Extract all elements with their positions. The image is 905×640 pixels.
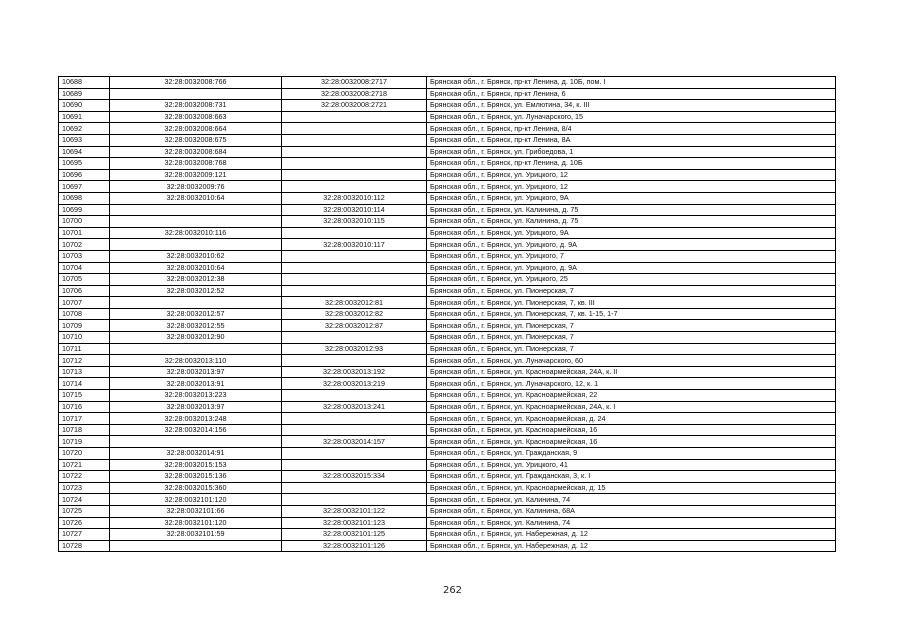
building-number-cell <box>282 390 427 402</box>
cadastral-table <box>58 76 836 552</box>
address-cell: Брянская обл., г. Брянск, ул. Пионерская, 7 <box>427 285 836 297</box>
parcel-number-cell <box>110 297 282 309</box>
building-number-cell: 32:28:0032013:219 <box>282 378 427 390</box>
row-number-cell: 10705 <box>59 274 110 286</box>
building-number-cell <box>282 134 427 146</box>
row-number-cell: 10704 <box>59 262 110 274</box>
address-cell: Брянская обл., г. Брянск, пр-кт Ленина, д. 10Б, пом. I <box>427 77 836 89</box>
parcel-number-cell: 32:28:0032013:248 <box>110 413 282 425</box>
table-row <box>59 378 836 390</box>
parcel-number-cell: 32:28:0032008:731 <box>110 100 282 112</box>
building-number-cell: 32:28:0032008:2718 <box>282 88 427 100</box>
table-row <box>59 494 836 506</box>
address-cell: Брянская обл., г. Брянск, ул. Урицкого, 9А <box>427 192 836 204</box>
building-number-cell: 32:28:0032101:126 <box>282 540 427 552</box>
building-number-cell <box>282 274 427 286</box>
table-row <box>59 424 836 436</box>
row-number-cell: 10726 <box>59 517 110 529</box>
parcel-number-cell <box>110 216 282 228</box>
address-cell: Брянская обл., г. Брянск, ул. Пионерская, 7 <box>427 343 836 355</box>
table-row <box>59 88 836 100</box>
row-number-cell: 10691 <box>59 111 110 123</box>
building-number-cell <box>282 250 427 262</box>
address-cell: Брянская обл., г. Брянск, ул. Пионерская, 7, кв. III <box>427 297 836 309</box>
row-number-cell: 10701 <box>59 227 110 239</box>
address-cell: Брянская обл., г. Брянск, ул. Урицкого, 25 <box>427 274 836 286</box>
row-number-cell: 10711 <box>59 343 110 355</box>
building-number-cell: 32:28:0032012:87 <box>282 320 427 332</box>
row-number-cell: 10716 <box>59 401 110 413</box>
row-number-cell: 10724 <box>59 494 110 506</box>
table-row <box>59 343 836 355</box>
parcel-number-cell: 32:28:0032008:664 <box>110 123 282 135</box>
address-cell: Брянская обл., г. Брянск, ул. Луначарского, 15 <box>427 111 836 123</box>
address-cell: Брянская обл., г. Брянск, ул. Луначарского, 60 <box>427 355 836 367</box>
row-number-cell: 10690 <box>59 100 110 112</box>
building-number-cell <box>282 413 427 425</box>
building-number-cell: 32:28:0032010:114 <box>282 204 427 216</box>
row-number-cell: 10719 <box>59 436 110 448</box>
table-row <box>59 459 836 471</box>
row-number-cell: 10699 <box>59 204 110 216</box>
row-number-cell: 10728 <box>59 540 110 552</box>
parcel-number-cell: 32:28:0032012:57 <box>110 308 282 320</box>
parcel-number-cell: 32:28:0032008:684 <box>110 146 282 158</box>
address-cell: Брянская обл., г. Брянск, ул. Красноармейская, 24А, к. II <box>427 366 836 378</box>
parcel-number-cell: 32:28:0032013:97 <box>110 401 282 413</box>
address-cell: Брянская обл., г. Брянск, ул. Урицкого, 12 <box>427 169 836 181</box>
row-number-cell: 10706 <box>59 285 110 297</box>
parcel-number-cell: 32:28:0032101:66 <box>110 505 282 517</box>
table-row <box>59 227 836 239</box>
parcel-number-cell: 32:28:0032014:156 <box>110 424 282 436</box>
parcel-number-cell: 32:28:0032012:38 <box>110 274 282 286</box>
parcel-number-cell: 32:28:0032014:91 <box>110 448 282 460</box>
row-number-cell: 10722 <box>59 471 110 483</box>
address-cell: Брянская обл., г. Брянск, ул. Емлютина, 34, к. III <box>427 100 836 112</box>
row-number-cell: 10692 <box>59 123 110 135</box>
row-number-cell: 10715 <box>59 390 110 402</box>
parcel-number-cell: 32:28:0032015:136 <box>110 471 282 483</box>
table-row <box>59 77 836 89</box>
table-row <box>59 505 836 517</box>
row-number-cell: 10708 <box>59 308 110 320</box>
address-cell: Брянская обл., г. Брянск, ул. Красноармейская, д. 15 <box>427 482 836 494</box>
row-number-cell: 10721 <box>59 459 110 471</box>
parcel-number-cell: 32:28:0032008:663 <box>110 111 282 123</box>
parcel-number-cell <box>110 436 282 448</box>
row-number-cell: 10688 <box>59 77 110 89</box>
building-number-cell: 32:28:0032012:93 <box>282 343 427 355</box>
parcel-number-cell: 32:28:0032013:223 <box>110 390 282 402</box>
building-number-cell: 32:28:0032101:122 <box>282 505 427 517</box>
address-cell: Брянская обл., г. Брянск, ул. Урицкого, д. 9А <box>427 262 836 274</box>
address-cell: Брянская обл., г. Брянск, пр-кт Ленина, 6 <box>427 88 836 100</box>
table-row <box>59 216 836 228</box>
parcel-number-cell: 32:28:0032013:97 <box>110 366 282 378</box>
row-number-cell: 10710 <box>59 332 110 344</box>
building-number-cell <box>282 169 427 181</box>
table-row <box>59 158 836 170</box>
building-number-cell <box>282 227 427 239</box>
address-cell: Брянская обл., г. Брянск, ул. Набережная, д. 12 <box>427 540 836 552</box>
parcel-number-cell: 32:28:0032015:360 <box>110 482 282 494</box>
address-cell: Брянская обл., г. Брянск, ул. Пионерская, 7, кв. 1-15, 1-7 <box>427 308 836 320</box>
building-number-cell: 32:28:0032013:192 <box>282 366 427 378</box>
table-row <box>59 471 836 483</box>
row-number-cell: 10697 <box>59 181 110 193</box>
parcel-number-cell: 32:28:0032101:120 <box>110 517 282 529</box>
table-row <box>59 250 836 262</box>
table-row <box>59 181 836 193</box>
building-number-cell: 32:28:0032010:112 <box>282 192 427 204</box>
row-number-cell: 10695 <box>59 158 110 170</box>
address-cell: Брянская обл., г. Брянск, ул. Луначарского, 12, к. 1 <box>427 378 836 390</box>
building-number-cell <box>282 181 427 193</box>
building-number-cell <box>282 123 427 135</box>
address-cell: Брянская обл., г. Брянск, ул. Калинина, д. 75 <box>427 216 836 228</box>
parcel-number-cell: 32:28:0032010:62 <box>110 250 282 262</box>
table-row <box>59 146 836 158</box>
table-row <box>59 436 836 448</box>
building-number-cell: 32:28:0032010:117 <box>282 239 427 251</box>
table-row <box>59 448 836 460</box>
building-number-cell <box>282 285 427 297</box>
building-number-cell <box>282 158 427 170</box>
building-number-cell: 32:28:0032101:125 <box>282 529 427 541</box>
parcel-number-cell: 32:28:0032008:675 <box>110 134 282 146</box>
address-cell: Брянская обл., г. Брянск, ул. Красноармейская, 22 <box>427 390 836 402</box>
cadastral-table-body <box>59 77 836 552</box>
row-number-cell: 10700 <box>59 216 110 228</box>
parcel-number-cell <box>110 239 282 251</box>
address-cell: Брянская обл., г. Брянск, ул. Калинина, 74 <box>427 517 836 529</box>
address-cell: Брянская обл., г. Брянск, ул. Калинина, 74 <box>427 494 836 506</box>
building-number-cell: 32:28:0032008:2721 <box>282 100 427 112</box>
row-number-cell: 10696 <box>59 169 110 181</box>
row-number-cell: 10689 <box>59 88 110 100</box>
building-number-cell <box>282 262 427 274</box>
table-row <box>59 390 836 402</box>
building-number-cell <box>282 424 427 436</box>
row-number-cell: 10717 <box>59 413 110 425</box>
address-cell: Брянская обл., г. Брянск, ул. Урицкого, 41 <box>427 459 836 471</box>
row-number-cell: 10703 <box>59 250 110 262</box>
row-number-cell: 10718 <box>59 424 110 436</box>
building-number-cell <box>282 355 427 367</box>
building-number-cell <box>282 332 427 344</box>
parcel-number-cell: 32:28:0032012:55 <box>110 320 282 332</box>
parcel-number-cell: 32:28:0032008:768 <box>110 158 282 170</box>
address-cell: Брянская обл., г. Брянск, ул. Урицкого, 12 <box>427 181 836 193</box>
table-row <box>59 262 836 274</box>
table-row <box>59 297 836 309</box>
parcel-number-cell: 32:28:0032013:110 <box>110 355 282 367</box>
parcel-number-cell: 32:28:0032009:76 <box>110 181 282 193</box>
building-number-cell: 32:28:0032014:157 <box>282 436 427 448</box>
row-number-cell: 10712 <box>59 355 110 367</box>
parcel-number-cell: 32:28:0032101:120 <box>110 494 282 506</box>
building-number-cell: 32:28:0032008:2717 <box>282 77 427 89</box>
parcel-number-cell: 32:28:0032012:52 <box>110 285 282 297</box>
address-cell: Брянская обл., г. Брянск, ул. Красноармейская, д. 24 <box>427 413 836 425</box>
address-cell: Брянская обл., г. Брянск, пр-кт Ленина, 8А <box>427 134 836 146</box>
row-number-cell: 10727 <box>59 529 110 541</box>
address-cell: Брянская обл., г. Брянск, ул. Пионерская, 7 <box>427 332 836 344</box>
building-number-cell <box>282 448 427 460</box>
table-row <box>59 204 836 216</box>
address-cell: Брянская обл., г. Брянск, ул. Красноармейская, 16 <box>427 436 836 448</box>
row-number-cell: 10694 <box>59 146 110 158</box>
address-cell: Брянская обл., г. Брянск, ул. Урицкого, 7 <box>427 250 836 262</box>
building-number-cell: 32:28:0032012:82 <box>282 308 427 320</box>
table-row <box>59 529 836 541</box>
building-number-cell <box>282 482 427 494</box>
parcel-number-cell: 32:28:0032010:64 <box>110 192 282 204</box>
address-cell: Брянская обл., г. Брянск, ул. Набережная, д. 12 <box>427 529 836 541</box>
row-number-cell: 10723 <box>59 482 110 494</box>
building-number-cell: 32:28:0032012:81 <box>282 297 427 309</box>
parcel-number-cell: 32:28:0032010:64 <box>110 262 282 274</box>
address-cell: Брянская обл., г. Брянск, пр-кт Ленина, д. 10Б <box>427 158 836 170</box>
building-number-cell <box>282 111 427 123</box>
parcel-number-cell <box>110 540 282 552</box>
table-row <box>59 100 836 112</box>
table-row <box>59 355 836 367</box>
row-number-cell: 10713 <box>59 366 110 378</box>
row-number-cell: 10698 <box>59 192 110 204</box>
page-number: 262 <box>442 585 463 596</box>
address-cell: Брянская обл., г. Брянск, ул. Калинина, 68А <box>427 505 836 517</box>
address-cell: Брянская обл., г. Брянск, ул. Пионерская, 7 <box>427 320 836 332</box>
address-cell: Брянская обл., г. Брянск, ул. Калинина, д. 75 <box>427 204 836 216</box>
address-cell: Брянская обл., г. Брянск, ул. Гражданская, 9 <box>427 448 836 460</box>
parcel-number-cell: 32:28:0032101:59 <box>110 529 282 541</box>
row-number-cell: 10725 <box>59 505 110 517</box>
parcel-number-cell: 32:28:0032008:766 <box>110 77 282 89</box>
table-row <box>59 285 836 297</box>
table-row <box>59 482 836 494</box>
building-number-cell: 32:28:0032010:115 <box>282 216 427 228</box>
building-number-cell <box>282 494 427 506</box>
building-number-cell <box>282 459 427 471</box>
table-row <box>59 239 836 251</box>
building-number-cell: 32:28:0032015:334 <box>282 471 427 483</box>
parcel-number-cell: 32:28:0032010:116 <box>110 227 282 239</box>
table-row <box>59 320 836 332</box>
parcel-number-cell <box>110 343 282 355</box>
row-number-cell: 10702 <box>59 239 110 251</box>
table-row <box>59 413 836 425</box>
row-number-cell: 10693 <box>59 134 110 146</box>
parcel-number-cell <box>110 204 282 216</box>
table-row <box>59 169 836 181</box>
table-row <box>59 401 836 413</box>
table-row <box>59 274 836 286</box>
parcel-number-cell: 32:28:0032013:91 <box>110 378 282 390</box>
table-row <box>59 540 836 552</box>
parcel-number-cell: 32:28:0032012:90 <box>110 332 282 344</box>
address-cell: Брянская обл., г. Брянск, ул. Грибоедова, 1 <box>427 146 836 158</box>
address-cell: Брянская обл., г. Брянск, пр-кт Ленина, 8/4 <box>427 123 836 135</box>
parcel-number-cell: 32:28:0032009:121 <box>110 169 282 181</box>
address-cell: Брянская обл., г. Брянск, ул. Урицкого, д. 9А <box>427 239 836 251</box>
row-number-cell: 10714 <box>59 378 110 390</box>
parcel-number-cell <box>110 88 282 100</box>
table-row <box>59 332 836 344</box>
table-row <box>59 192 836 204</box>
table-row <box>59 111 836 123</box>
table-row <box>59 134 836 146</box>
table-row <box>59 308 836 320</box>
row-number-cell: 10709 <box>59 320 110 332</box>
address-cell: Брянская обл., г. Брянск, ул. Красноармейская, 16 <box>427 424 836 436</box>
row-number-cell: 10720 <box>59 448 110 460</box>
building-number-cell: 32:28:0032101:123 <box>282 517 427 529</box>
building-number-cell <box>282 146 427 158</box>
address-cell: Брянская обл., г. Брянск, ул. Гражданская, 3, к. I <box>427 471 836 483</box>
row-number-cell: 10707 <box>59 297 110 309</box>
table-row <box>59 517 836 529</box>
parcel-number-cell: 32:28:0032015:153 <box>110 459 282 471</box>
table-row <box>59 123 836 135</box>
building-number-cell: 32:28:0032013:241 <box>282 401 427 413</box>
table-row <box>59 366 836 378</box>
address-cell: Брянская обл., г. Брянск, ул. Урицкого, 9А <box>427 227 836 239</box>
address-cell: Брянская обл., г. Брянск, ул. Красноармейская, 24А, к. I <box>427 401 836 413</box>
